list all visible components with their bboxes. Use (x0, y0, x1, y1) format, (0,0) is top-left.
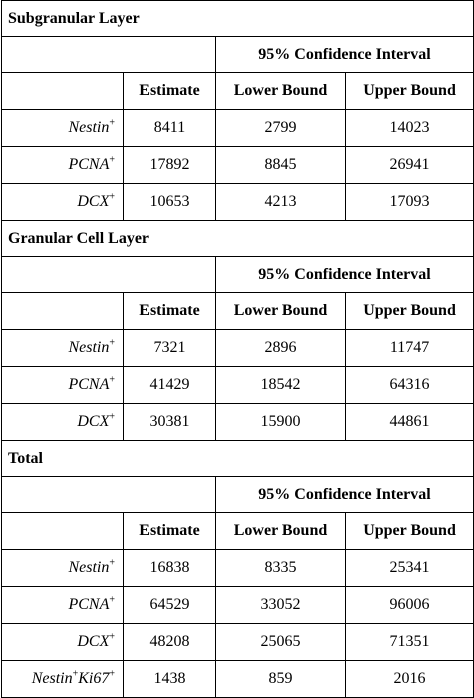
column-header-row (2, 73, 474, 110)
lower-bound-cell: 4213 (216, 184, 346, 221)
estimate-cell: 10653 (124, 184, 216, 221)
lower-bound-cell: 25065 (216, 624, 346, 661)
estimate-header: Estimate (124, 293, 216, 330)
lower-bound-cell: 2896 (216, 330, 346, 367)
marker-name: Nestin (68, 119, 110, 136)
confidence-interval-header-row (2, 477, 474, 513)
confidence-interval-header-row (2, 257, 474, 293)
marker-name: DCX (77, 633, 110, 650)
cell-count-table (1, 0, 474, 698)
estimate-header: Estimate (124, 513, 216, 550)
estimate-cell: 64529 (124, 587, 216, 624)
confidence-interval-label: 95% Confidence Interval (216, 37, 474, 73)
marker-cell (2, 587, 124, 624)
column-header-row (2, 513, 474, 550)
empty-cell (2, 73, 124, 110)
estimate-cell: 16838 (124, 550, 216, 587)
empty-cell (2, 37, 216, 73)
upper-bound-cell: 17093 (346, 184, 474, 221)
confidence-interval-label: 95% Confidence Interval (216, 477, 474, 513)
estimate-cell: 30381 (124, 404, 216, 441)
empty-cell (2, 477, 216, 513)
marker-name: Nestin (68, 559, 110, 576)
lower-bound-cell: 33052 (216, 587, 346, 624)
table-row (2, 624, 474, 661)
marker-name: Nestin (31, 670, 73, 687)
empty-cell (2, 257, 216, 293)
estimate-cell: 7321 (124, 330, 216, 367)
upper-bound-header: Upper Bound (346, 73, 474, 110)
estimate-cell: 48208 (124, 624, 216, 661)
table-row (2, 587, 474, 624)
section-header-row (2, 221, 474, 257)
lower-bound-cell: 15900 (216, 404, 346, 441)
upper-bound-cell: 25341 (346, 550, 474, 587)
estimate-header: Estimate (124, 73, 216, 110)
section-title: Total (2, 441, 474, 477)
upper-bound-cell: 11747 (346, 330, 474, 367)
table-row (2, 367, 474, 404)
confidence-interval-label: 95% Confidence Interval (216, 257, 474, 293)
section-title: Subgranular Layer (2, 1, 474, 37)
marker-superscript: + (109, 557, 115, 569)
marker-superscript: + (109, 374, 115, 386)
lower-bound-cell: 2799 (216, 110, 346, 147)
estimate-cell: 8411 (124, 110, 216, 147)
upper-bound-cell: 96006 (346, 587, 474, 624)
column-header-row (2, 293, 474, 330)
marker-superscript: + (109, 631, 115, 643)
marker-superscript-secondary: + (109, 668, 115, 680)
table-row (2, 330, 474, 367)
marker-name: DCX (77, 413, 110, 430)
marker-superscript: + (109, 154, 115, 166)
marker-cell (2, 404, 124, 441)
marker-superscript: + (109, 191, 115, 203)
table-row (2, 404, 474, 441)
marker-cell (2, 550, 124, 587)
marker-cell (2, 110, 124, 147)
marker-cell (2, 661, 124, 698)
marker-name: PCNA (68, 156, 110, 173)
marker-superscript: + (109, 411, 115, 423)
marker-name: Nestin (68, 339, 110, 356)
section-header-row (2, 1, 474, 37)
table-row (2, 184, 474, 221)
marker-superscript: + (72, 668, 79, 680)
lower-bound-cell: 8845 (216, 147, 346, 184)
upper-bound-cell: 26941 (346, 147, 474, 184)
upper-bound-header: Upper Bound (346, 293, 474, 330)
confidence-interval-header-row (2, 37, 474, 73)
section-header-row (2, 441, 474, 477)
marker-name: PCNA (68, 596, 110, 613)
lower-bound-cell: 8335 (216, 550, 346, 587)
lower-bound-cell: 18542 (216, 367, 346, 404)
marker-name: DCX (77, 193, 110, 210)
lower-bound-header: Lower Bound (216, 73, 346, 110)
estimate-cell: 1438 (124, 661, 216, 698)
upper-bound-cell: 2016 (346, 661, 474, 698)
lower-bound-cell: 859 (216, 661, 346, 698)
upper-bound-header: Upper Bound (346, 513, 474, 550)
marker-superscript: + (109, 337, 115, 349)
marker-name: PCNA (68, 376, 110, 393)
lower-bound-header: Lower Bound (216, 513, 346, 550)
table-row (2, 661, 474, 698)
section-title: Granular Cell Layer (2, 221, 474, 257)
upper-bound-cell: 64316 (346, 367, 474, 404)
empty-cell (2, 293, 124, 330)
marker-cell (2, 367, 124, 404)
lower-bound-header: Lower Bound (216, 293, 346, 330)
marker-cell (2, 624, 124, 661)
empty-cell (2, 513, 124, 550)
marker-superscript: + (109, 117, 115, 129)
table-row (2, 110, 474, 147)
table-row (2, 550, 474, 587)
marker-cell (2, 184, 124, 221)
table-row (2, 147, 474, 184)
upper-bound-cell: 71351 (346, 624, 474, 661)
estimate-cell: 41429 (124, 367, 216, 404)
marker-cell (2, 330, 124, 367)
marker-cell (2, 147, 124, 184)
estimate-cell: 17892 (124, 147, 216, 184)
marker-superscript: + (109, 594, 115, 606)
upper-bound-cell: 44861 (346, 404, 474, 441)
upper-bound-cell: 14023 (346, 110, 474, 147)
marker-name-secondary: Ki67 (78, 670, 110, 687)
